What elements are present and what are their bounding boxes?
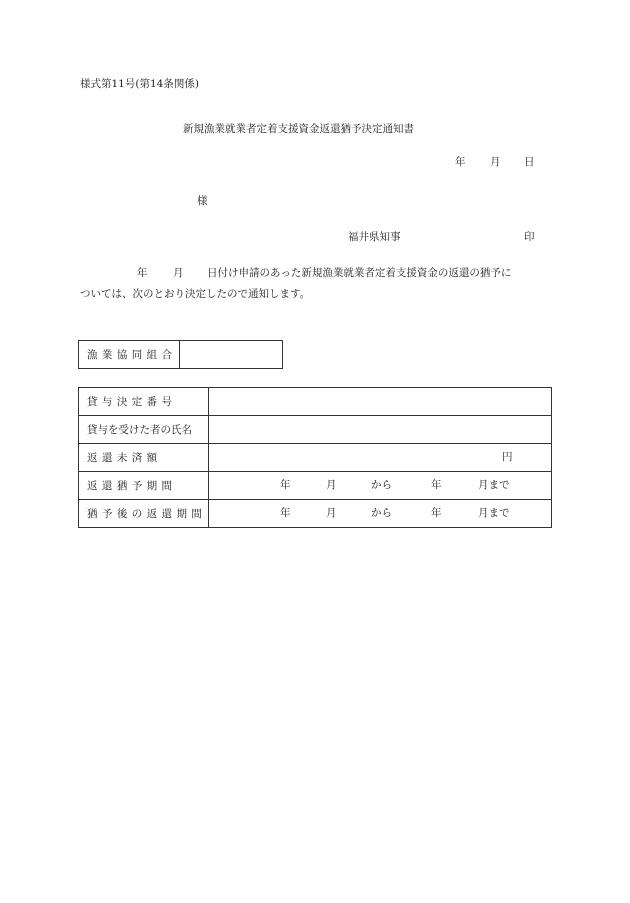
document-title: 新規漁業就業者定着支援資金返還猶予決定通知書 [183,123,414,135]
unpaid-amount-row [79,444,552,472]
yen-unit: 円 [502,451,513,463]
post-deferral-label: 猶予後の返還期間 [79,500,209,528]
post-from: から [371,507,392,519]
seal-mark: 印 [524,231,535,243]
post-start-year: 年 [280,507,291,519]
body-year-label: 年 [137,267,148,279]
body-text-line2: ついては、次のとおり決定したので通知します。 [80,288,311,300]
association-value [180,341,283,369]
association-row [79,341,283,369]
period-end-month: 月まで [478,479,510,491]
deferral-period-label: 返還猶予期間 [79,472,209,500]
date-month-label: 月 [490,156,501,168]
post-end-year: 年 [431,507,442,519]
period-start-year: 年 [280,479,291,491]
recipient-name-value [209,416,552,444]
decision-number-row [79,388,552,416]
addressee-suffix: 様 [197,195,208,207]
date-day-label: 日 [524,156,535,168]
date-year-label: 年 [455,156,466,168]
recipient-name-label: 貸与を受けた者の氏名 [79,416,209,444]
post-deferral-row [79,500,552,528]
unpaid-amount-value [209,444,552,472]
recipient-name-row [79,416,552,444]
decision-number-label: 貸与決定番号 [79,388,209,416]
unpaid-amount-label: 返還未済額 [79,444,209,472]
deferral-period-row [79,472,552,500]
period-start-month: 月 [326,479,337,491]
details-table [78,387,552,528]
deferral-period-value [209,472,552,500]
decision-number-value [209,388,552,416]
post-end-month: 月まで [478,507,510,519]
association-table [78,340,283,369]
post-start-month: 月 [326,507,337,519]
association-label: 漁業協同組合 [79,341,180,369]
form-number: 様式第11号(第14条関係) [80,78,199,90]
post-deferral-value [209,500,552,528]
body-month-label: 月 [173,267,184,279]
body-text-line1: 日付け申請のあった新規漁業就業者定着支援資金の返還の猶予に [207,267,512,279]
period-end-year: 年 [431,479,442,491]
period-from: から [371,479,392,491]
sender-name: 福井県知事 [348,231,401,243]
